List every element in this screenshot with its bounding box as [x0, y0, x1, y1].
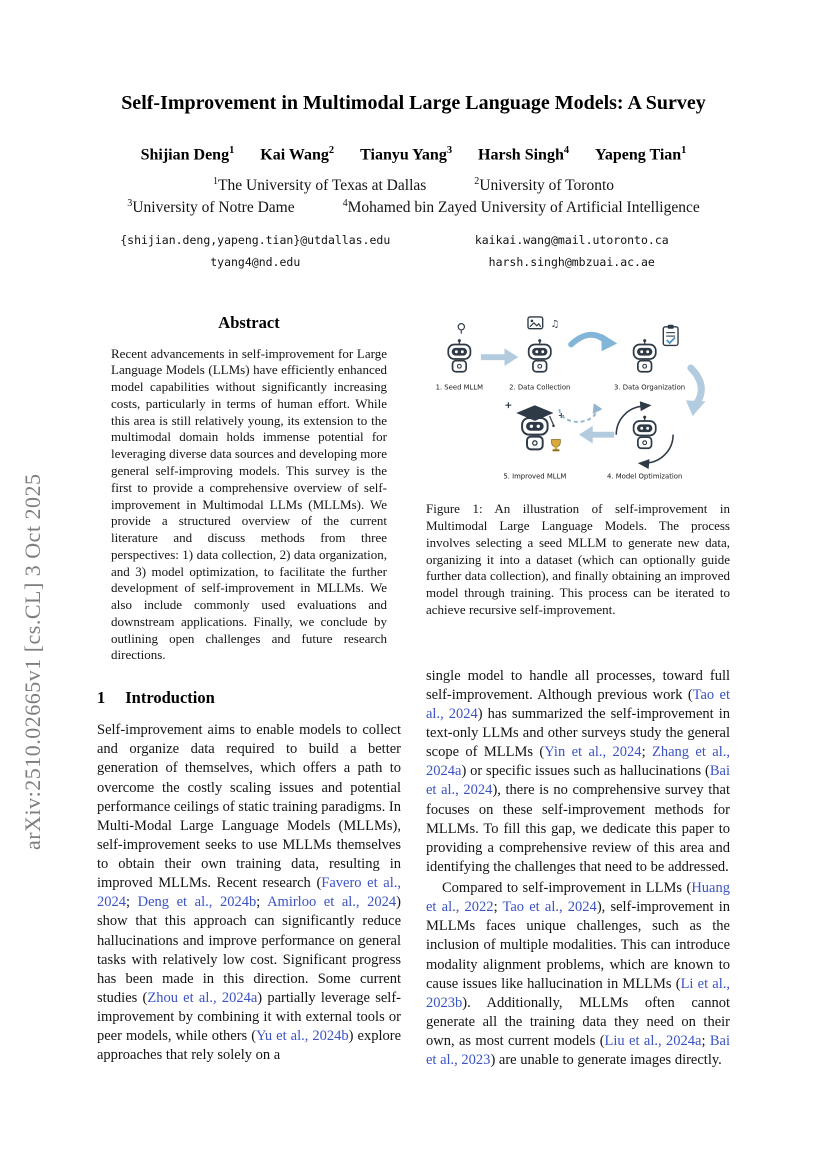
body-text: ), self-improvement in MLLMs faces unique challenges, such as the inclusion of multiple modalities. This can introduce modality alignment problems, which are known to cause issues like hallucination in MLLMs ( — [426, 899, 730, 992]
body-text: ) partially leverage self-improvement by combining it with external tools or peer models, while others ( — [97, 989, 401, 1045]
affil-name: The University of Texas at Dallas — [218, 177, 427, 195]
curved-arrowhead-icon — [602, 333, 618, 351]
citation-link[interactable]: Bai et al., 2024 — [426, 763, 730, 799]
affil-mark: 1 — [213, 176, 219, 188]
author-4 — [478, 145, 569, 164]
citation-link[interactable]: Amirloo et al., 2024 — [267, 894, 397, 911]
body-text: single model to handle all processes, toward full self-improvement. Although previous work ( — [426, 667, 730, 703]
arrow-right-icon — [481, 348, 518, 366]
email-utdallas: {shijian.deng,yapeng.tian}@utdallas.edu — [120, 232, 391, 247]
figure-step-4-label: 4. Model Optimization — [606, 472, 683, 481]
author-name: Yapeng Tian — [595, 146, 682, 164]
cycle-arrowhead-bottom-icon — [638, 459, 650, 469]
lightbulb-icon — [458, 323, 464, 329]
author-5 — [595, 145, 686, 164]
curved-arrow-icon — [571, 334, 606, 344]
section-heading-introduction — [97, 688, 401, 708]
clipboard-icon — [663, 324, 678, 345]
figure-step-1-label: 1. Seed MLLM — [435, 383, 484, 392]
citation-link[interactable]: Bai et al., 2023 — [426, 1033, 730, 1069]
affil-name: University of Notre Dame — [132, 199, 295, 217]
arxiv-watermark: arXiv:2510.02665v1 [cs.CL] 3 Oct 2025 — [20, 473, 45, 850]
robot-data-organization-icon — [634, 339, 656, 372]
author-emails — [97, 233, 730, 269]
trophy-icon — [552, 439, 561, 451]
figure-1-caption: Figure 1: An illustration of self-improvement in Multimodal Large Language Models. The process involves selecting a seed MLLM to generate new data, organizing it into a dataset (which can optionally guide further data collection), and finally obtaining an improved model through training. This process can be iterated to achieve recursive self-improvement. — [426, 501, 730, 617]
citation-link[interactable]: Yu et al., 2024b — [256, 1028, 349, 1045]
figure-1-diagram — [426, 315, 730, 486]
affil-name: Mohamed bin Zayed University of Artificial Intelligence — [347, 199, 700, 217]
citation-link[interactable]: Tao et al., 2024 — [426, 686, 731, 722]
citation-link[interactable]: Liu et al., 2024a — [604, 1033, 702, 1049]
affiliations — [97, 176, 730, 217]
body-text: ; — [493, 899, 503, 916]
citation-link[interactable]: Deng et al., 2024b — [137, 894, 257, 911]
author-1 — [141, 145, 235, 164]
body-text: ; — [126, 894, 138, 911]
affiliation-3 — [127, 198, 294, 217]
email-mbzuai: harsh.singh@mbzuai.ac.ae — [488, 254, 655, 269]
arrow-left-icon — [579, 425, 614, 443]
body-text: ; — [701, 1033, 710, 1049]
figure-step-2-label: 2. Data Collection — [509, 383, 571, 392]
author-name: Harsh Singh — [478, 146, 564, 164]
author-affil-mark: 4 — [563, 145, 570, 156]
left-column — [97, 313, 401, 1071]
intro-paragraph-2 — [426, 667, 730, 877]
author-affil-mark: 2 — [328, 145, 335, 156]
author-2 — [260, 145, 334, 164]
arrow-down-head-icon — [686, 400, 706, 416]
affiliation-2 — [474, 176, 614, 195]
body-text: ) or specific issues such as hallucinations ( — [461, 763, 710, 780]
figure-1-illustration — [426, 315, 730, 486]
affiliation-line-1 — [97, 176, 730, 195]
affil-name: University of Toronto — [479, 177, 614, 195]
email-utoronto: kaikai.wang@mail.utoronto.ca — [474, 232, 669, 247]
arrow-down-icon — [691, 368, 702, 403]
body-text: ) has summarized the self-improvement in text-only LLMs and other surveys study the general scope of MLLMs ( — [426, 705, 730, 761]
two-column-body — [97, 313, 730, 1071]
author-3 — [360, 145, 452, 164]
dashed-loop-icon — [559, 409, 596, 422]
photo-icon — [528, 317, 543, 329]
citation-link[interactable]: Yin et al., 2024 — [544, 744, 642, 761]
body-text: ) show that this approach can significantly reduce hallucinations and improve performance on general tasks with relatively low cost. Significant progress has been made in this direction. Some current studies ( — [97, 894, 401, 1006]
author-name: Kai Wang — [260, 146, 329, 164]
citation-link[interactable]: Li et al., 2023b — [426, 975, 730, 1011]
body-text: Compared to self-improvement in LLMs ( — [442, 880, 692, 896]
dashed-loop-arrowhead-icon — [593, 403, 603, 414]
body-text: ; — [256, 894, 268, 911]
author-name: Shijian Deng — [140, 146, 230, 164]
right-column — [426, 313, 730, 1071]
robot-seed-mllm-icon — [448, 339, 470, 372]
intro-paragraph-1 — [97, 721, 401, 1065]
authors-row — [97, 145, 730, 164]
body-text: ), there is no comprehensive survey that focuses on these self-improvement methods for MLLMs. To fill this gap, we dedicate this paper to providing a comprehensive review of this area and identifying the challenges that need to be addressed. — [426, 782, 730, 875]
paper-page — [97, 0, 730, 1070]
author-name: Tianyu Yang — [360, 146, 447, 164]
cycle-arrowhead-top-icon — [640, 401, 652, 411]
affiliation-line-2 — [97, 198, 730, 217]
body-text: Self-improvement aims to enable models to collect and organize data required to build a better generation of themselves, which offers a path to overcome the costly scaling issues and potential performance ceilings of static training paradigms. In Multi-Modal Large Language Models (MLLMs), self-improvement seeks to use MLLMs themselves to obtain their own training data, resulting in improved MLLMs. Recent research ( — [97, 722, 401, 892]
robot-model-optimization-icon — [634, 415, 656, 448]
affil-mark: 4 — [342, 198, 348, 210]
sparkle-icon — [505, 402, 511, 408]
author-affil-mark: 1 — [229, 145, 235, 156]
affiliation-1 — [213, 176, 426, 195]
paper-title: Self-Improvement in Multimodal Large Language Models: A Survey — [121, 92, 706, 114]
body-text: ) are unable to generate images directly. — [490, 1052, 722, 1069]
body-text: ). Additionally, MLLMs often cannot generate all the training data they need on their own, as most current models ( — [426, 994, 730, 1049]
abstract-heading: Abstract — [218, 312, 280, 332]
body-text: ; — [641, 744, 652, 761]
citation-link[interactable]: Zhou et al., 2024a — [147, 989, 258, 1006]
citation-link[interactable]: Huang et al., 2022 — [426, 880, 730, 916]
intro-paragraph-3 — [426, 879, 730, 1070]
author-affil-mark: 3 — [446, 145, 453, 156]
affiliation-4 — [343, 198, 700, 217]
abstract-text: Recent advancements in self-improvement for Large Language Models (LLMs) have efficiently enhanced model capabilities without significantly increasing costs, particularly in terms of human effort. While this area is still relatively young, its extension to the multimodal domain holds immense potential for leveraging diverse data sources and developing more general self-improving models. This survey is the first to provide a comprehensive overview of self-improvement in Multimodal LLMs (MLLMs). We provide a structured overview of the current literature and discuss methods from three perspectives: 1) data collection, 2) data organization, and 3) model optimization, to facilitate the further development of self-improvement in MLLMs. We also include commonly used evaluations and downstream applications. Finally, we conclude by outlining open challenges and future research directions. — [111, 345, 387, 663]
affil-mark: 2 — [474, 176, 480, 188]
citation-link[interactable]: Tao et al., 2024 — [502, 899, 597, 916]
email-nd: tyang4@nd.edu — [210, 254, 301, 269]
graduation-cap-icon — [516, 405, 553, 421]
body-text: ) explore approaches that rely solely on a — [97, 1028, 402, 1064]
robot-data-collection-icon — [529, 339, 551, 372]
citation-link[interactable]: Zhang et al., 2024a — [426, 744, 730, 780]
figure-step-3-label: 3. Data Organization — [614, 383, 686, 392]
section-title: Introduction — [125, 688, 215, 708]
affil-mark: 3 — [127, 198, 133, 210]
section-number: 1 — [97, 688, 106, 708]
figure-step-5-label: 5. Improved MLLM — [503, 472, 567, 481]
music-note-icon: ♫ — [550, 318, 560, 330]
citation-link[interactable]: Favero et al., 2024 — [97, 875, 402, 911]
author-affil-mark: 1 — [681, 145, 687, 156]
